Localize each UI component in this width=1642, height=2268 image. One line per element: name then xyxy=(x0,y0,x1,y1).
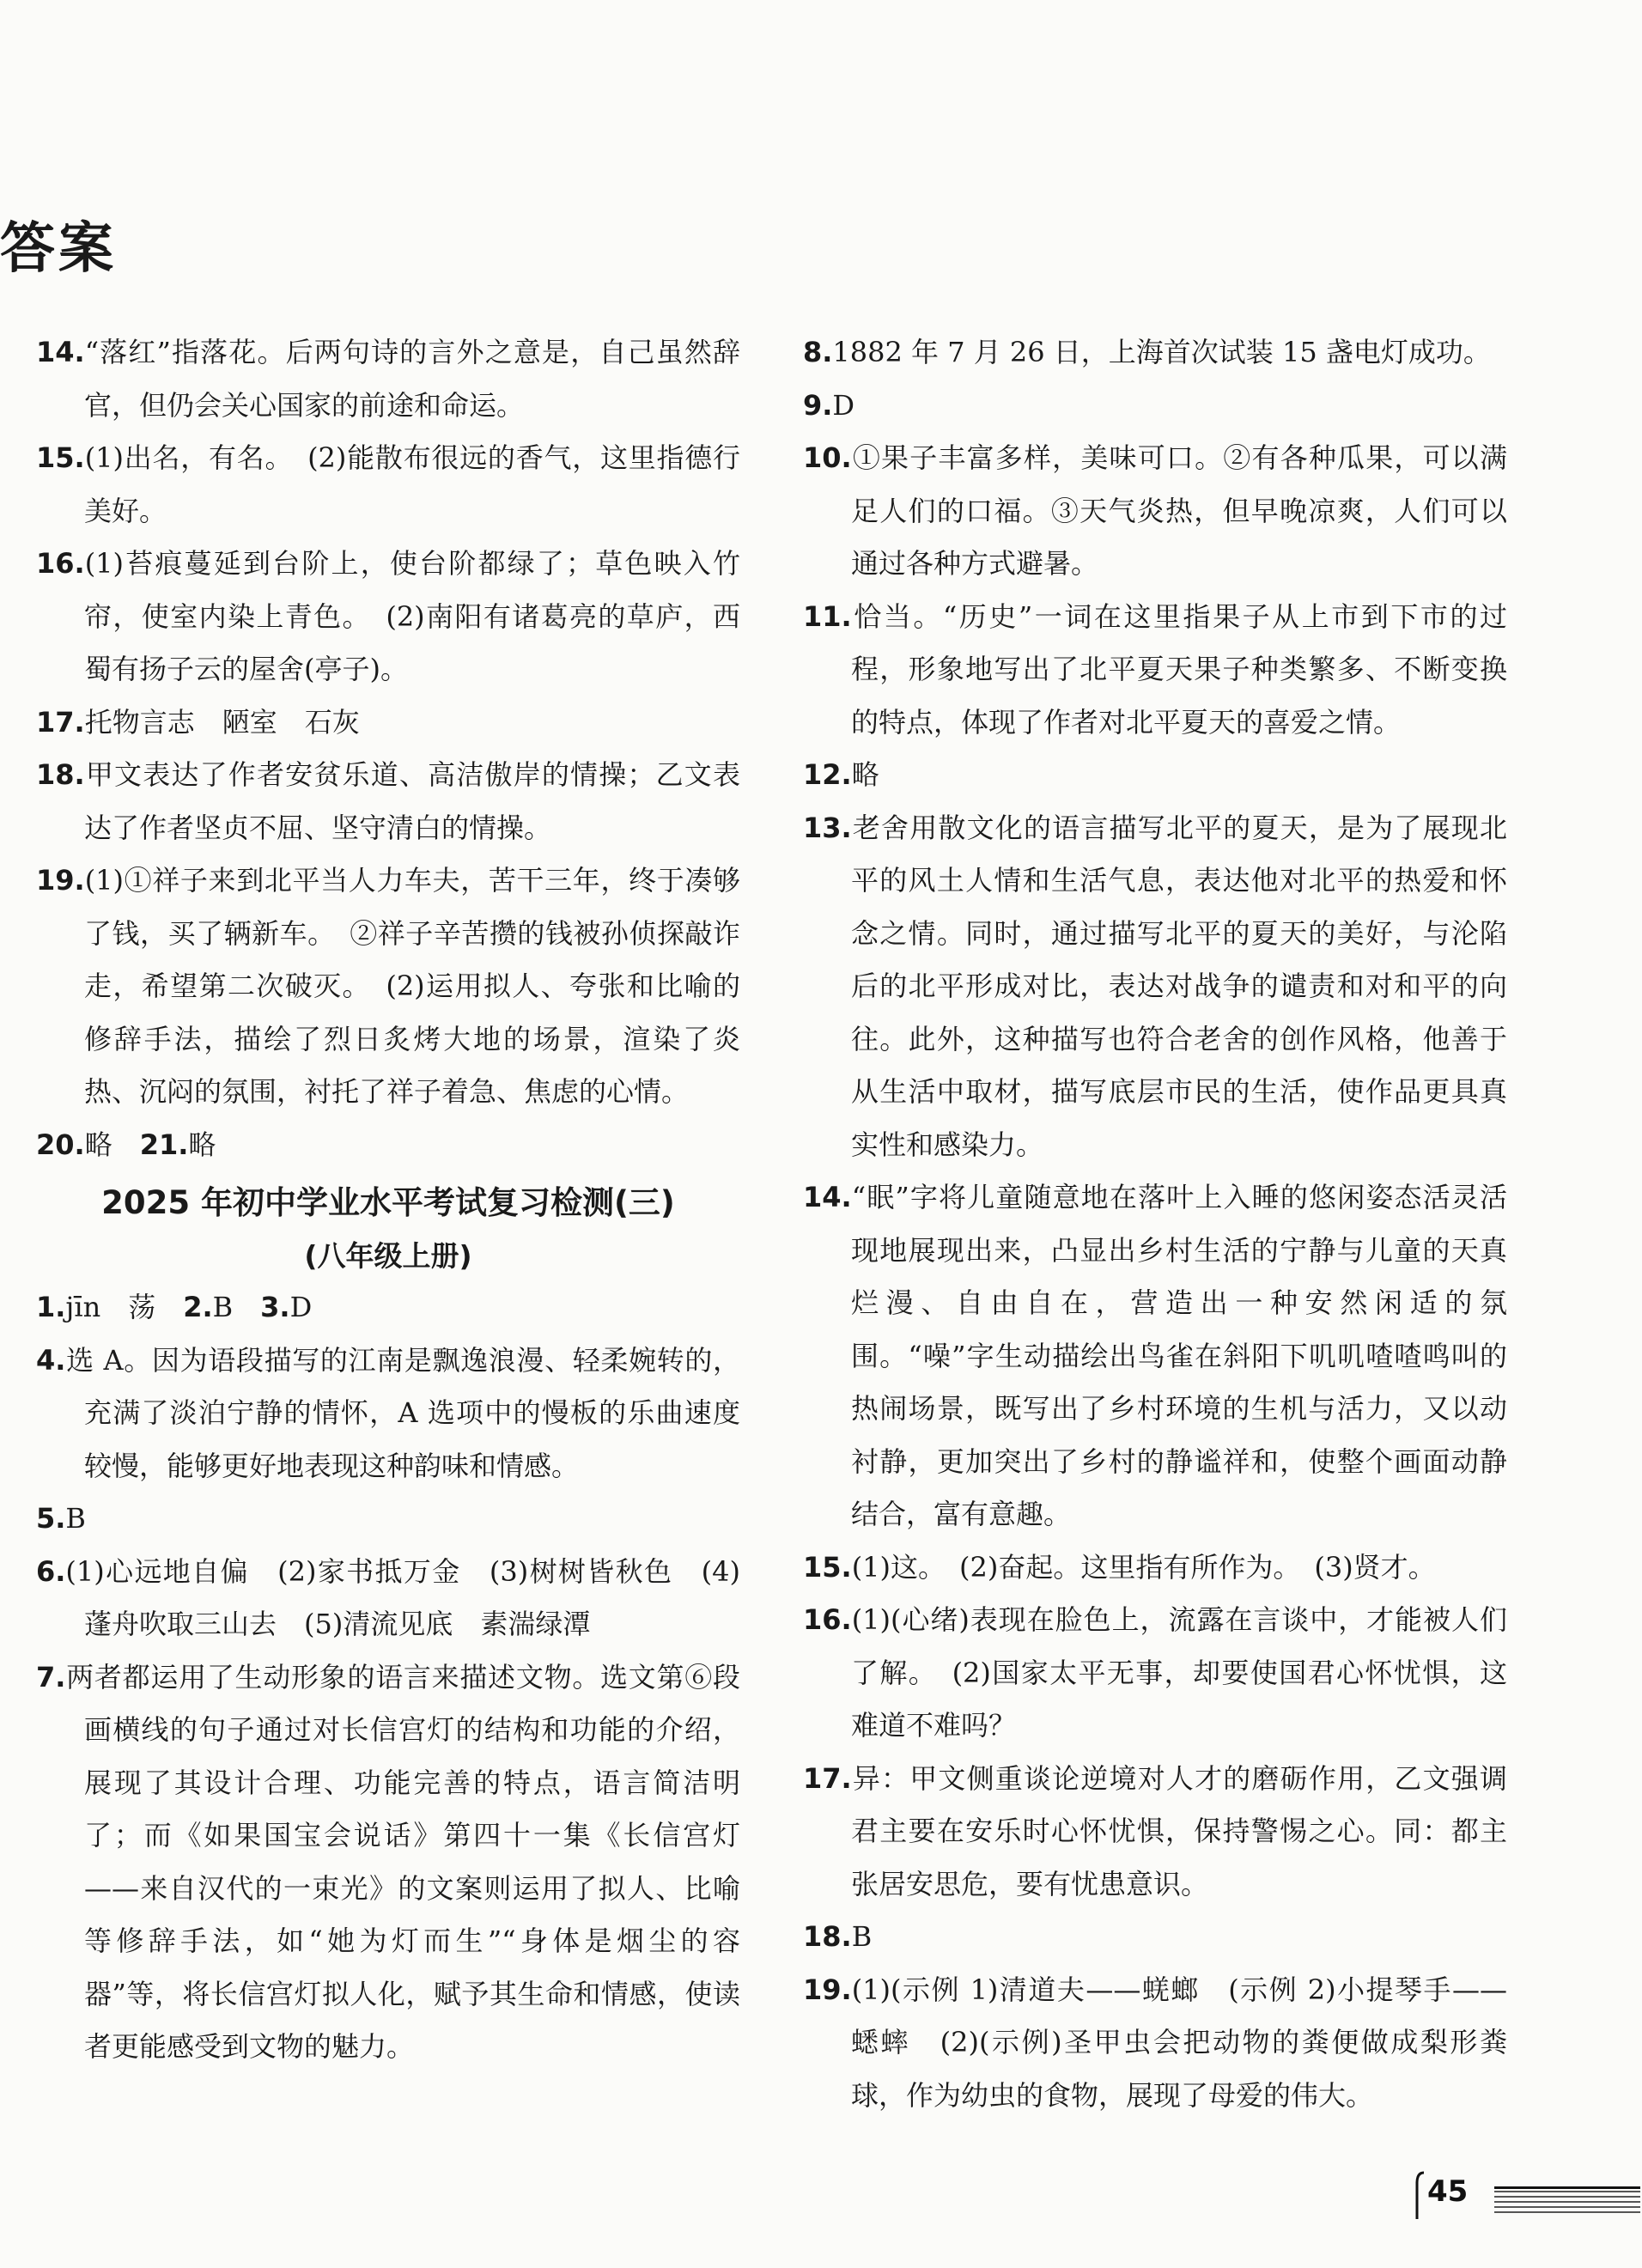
item-text: D xyxy=(832,388,855,422)
item-number: 11. xyxy=(803,599,852,633)
section-subheading: (八年级上册) xyxy=(304,1239,472,1273)
answer-item xyxy=(36,1651,740,2074)
answer-item xyxy=(803,1594,1507,1753)
item-text: (1)①祥子来到北平当人力车夫，苦干三年，终于凑够了钱，买了辆新车。 ②祥子辛苦攒的钱被孙侦探敲诈走，希望第二次破灭。 (2)运用拟人、夸张和比喻的修辞手法，描绘了烈日炙烤大地的场景，渲染了炎热、沉闷的氛围，衬托了祥子着急、焦虑的心情。 xyxy=(84,864,740,1108)
answer-item xyxy=(803,326,1507,380)
item-number: 14. xyxy=(803,1181,852,1213)
item-text: (1)这。 (2)奋起。这里指有所作为。 (3)贤才。 xyxy=(851,1550,1436,1584)
answer-item xyxy=(36,749,740,854)
answer-item xyxy=(36,326,740,432)
answer-item xyxy=(803,432,1507,591)
item-text: 老舍用散文化的语言描写北平的夏天，是为了展现北平的风土人情和生活气息，表达他对北平的热爱和怀念之情。同时，通过描写北平的夏天的美好，与沦陷后的北平形成对比，表达对战争的谴责和对和平的向往。此外，这种描写也符合老舍的创作风格，他善于从生活中取材，描写底层市民的生活，使作品更具真实性和感染力。 xyxy=(851,811,1507,1161)
item-number: 19. xyxy=(36,864,85,897)
right-column xyxy=(803,326,1507,2122)
item-text: 略 xyxy=(851,758,879,791)
item-text: 异：甲文侧重谈论逆境对人才的磨砺作用，乙文强调君主要在安乐时心怀忧惧，保持警惕之心。同：都主张居安思危，要有忧患意识。 xyxy=(851,1761,1507,1900)
item-text: B xyxy=(212,1291,261,1323)
item-text: B xyxy=(851,1920,873,1953)
item-number: 14. xyxy=(36,336,85,368)
item-text: 1882 年 7 月 26 日，上海首次试装 15 盏电灯成功。 xyxy=(832,336,1491,368)
item-number: 5. xyxy=(36,1502,66,1535)
item-text: jīn 荡 xyxy=(65,1291,184,1323)
item-text: “眠”字将儿童随意地在落叶上入睡的悠闲姿态活灵活现地展现出来，凸显出乡村生活的宁静与儿童的天真烂漫、自由自在，营造出一种安然闲适的氛围。“噪”字生动描绘出鸟雀在斜阳下叽叽喳喳鸣叫的热闹场景，既写出了乡村环境的生机与活力，又以动衬静，更加突出了乡村的静谧祥和，使整个画面动静结合，富有意趣。 xyxy=(851,1181,1507,1530)
item-number: 19. xyxy=(803,1973,852,2006)
item-number: 15. xyxy=(803,1550,852,1584)
item-number: 12. xyxy=(803,758,852,791)
answer-item xyxy=(36,1335,740,1493)
item-text: 略 xyxy=(84,1128,140,1161)
item-text: (1)出名，有名。 (2)能散布很远的香气，这里指德行美好。 xyxy=(84,441,740,527)
section-heading: 2025 年初中学业水平考试复习检测(三) xyxy=(101,1184,675,1221)
item-text: B xyxy=(65,1502,86,1535)
page-number: 45 xyxy=(1427,2174,1469,2209)
answer-item xyxy=(36,1546,740,1651)
answer-item xyxy=(36,696,740,750)
item-number: 15. xyxy=(36,441,85,474)
item-number: 10. xyxy=(803,441,852,474)
left-column xyxy=(36,326,740,2074)
answer-item xyxy=(36,1281,740,1335)
item-number: 18. xyxy=(803,1920,852,1953)
answer-item xyxy=(36,1493,740,1546)
item-number: 4. xyxy=(36,1343,66,1377)
item-text: (1)(示例 1)清道夫——蜣螂 (示例 2)小提琴手——蟋蟀 (2)(示例)圣甲虫会把动物的粪便做成梨形粪球，作为幼虫的食物，展现了母爱的伟大。 xyxy=(851,1973,1507,2112)
item-number: 17. xyxy=(803,1761,852,1795)
item-text: D xyxy=(289,1291,313,1323)
item-text: ①果子丰富多样，美味可口。②有各种瓜果，可以满足人们的口福。③天气炎热，但早晚凉爽，人们可以通过各种方式避暑。 xyxy=(851,441,1507,580)
item-text: 略 xyxy=(188,1128,216,1161)
answer-item xyxy=(36,854,740,1119)
item-number: 8. xyxy=(803,336,833,368)
item-number: 6. xyxy=(36,1554,66,1588)
page-title: 答案 xyxy=(0,217,117,281)
item-number: 20. xyxy=(36,1128,85,1161)
item-text: 恰当。“历史”一词在这里指果子从上市到下市的过程，形象地写出了北平夏天果子种类繁多、不断变换的特点，体现了作者对北平夏天的喜爱之情。 xyxy=(851,599,1507,739)
item-text: (1)(心绪)表现在脸色上，流露在言谈中，才能被人们了解。 (2)国家太平无事，却要使国君心怀忧惧，这难道不难吗？ xyxy=(851,1603,1507,1742)
item-number: 9. xyxy=(803,388,833,422)
item-text: (1)苔痕蔓延到台阶上，使台阶都绿了；草色映入竹帘，使室内染上青色。 (2)南阳有诸葛亮的草庐，西蜀有扬子云的屋舍(亭子)。 xyxy=(84,547,740,685)
answer-item xyxy=(803,1911,1507,1964)
item-number: 21. xyxy=(139,1128,189,1161)
item-text: (1)心远地自偏 (2)家书抵万金 (3)树树皆秋色 (4)蓬舟吹取三山去 (5)清流见底 素湍绿潭 xyxy=(65,1554,740,1640)
answer-item xyxy=(803,1171,1507,1541)
item-text: 甲文表达了作者安贫乐道、高洁傲岸的情操；乙文表达了作者坚贞不屈、坚守清白的情操。 xyxy=(84,758,740,844)
answer-item xyxy=(803,802,1507,1172)
answer-item xyxy=(803,1541,1507,1595)
answer-item xyxy=(36,538,740,696)
item-number: 3. xyxy=(260,1291,290,1323)
item-text: 托物言志 陋室 石灰 xyxy=(84,705,360,739)
item-number: 2. xyxy=(183,1291,213,1323)
item-number: 17. xyxy=(36,705,85,739)
answer-item xyxy=(36,432,740,538)
item-text: “落红”指落花。后两句诗的言外之意是，自己虽然辞官，但仍会关心国家的前途和命运。 xyxy=(84,336,740,422)
answer-item xyxy=(36,1119,740,1172)
answer-item xyxy=(803,591,1507,750)
item-text: 选 A。因为语段描写的江南是飘逸浪漫、轻柔婉转的，充满了淡泊宁静的情怀，A 选项中的慢板的乐曲速度较慢，能够更好地表现这种韵味和情感。 xyxy=(65,1343,740,1482)
item-number: 1. xyxy=(36,1291,66,1323)
item-number: 7. xyxy=(36,1660,66,1693)
answer-item xyxy=(803,380,1507,433)
answer-item xyxy=(803,1753,1507,1912)
answer-item xyxy=(803,749,1507,802)
item-number: 16. xyxy=(803,1603,852,1636)
page-number-badge xyxy=(1415,2171,1642,2221)
item-number: 16. xyxy=(36,547,85,580)
answer-item xyxy=(803,1964,1507,2123)
item-text: 两者都运用了生动形象的语言来描述文物。选文第⑥段画横线的句子通过对长信宫灯的结构和功能的介绍，展现了其设计合理、功能完善的特点，语言简洁明了；而《如果国宝会说话》第四十一集《长信宫灯——来自汉代的一束光》的文案则运用了拟人、比喻等修辞手法，如“她为灯而生”“身体是烟尘的容器”等，将长信宫灯拟人化，赋予其生命和情感，使读者更能感受到文物的魅力。 xyxy=(65,1660,740,2063)
item-number: 13. xyxy=(803,811,852,844)
item-number: 18. xyxy=(36,758,85,791)
